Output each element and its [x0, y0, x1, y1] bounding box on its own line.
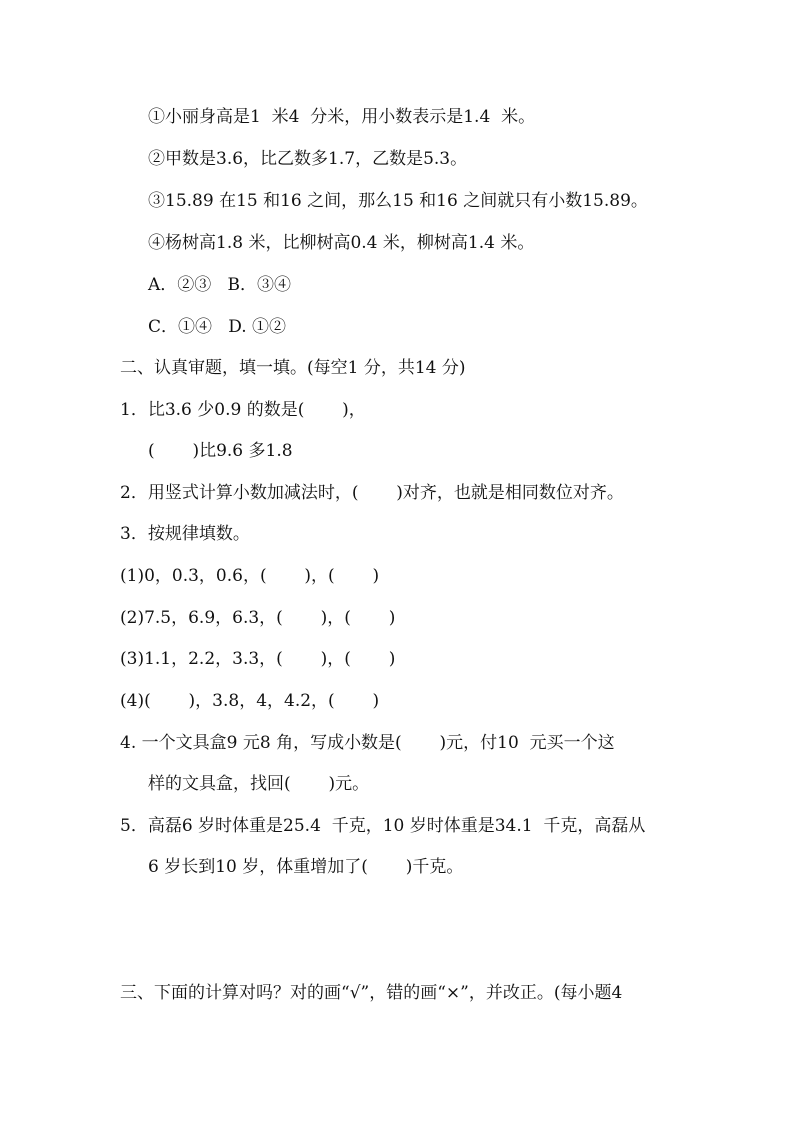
- statement-2: ②甲数是3.6，比乙数多1.7，乙数是5.3。: [148, 149, 468, 169]
- options-line-1: A．②③ B．③④: [148, 275, 291, 295]
- question-4-line-1: 4. 一个文具盒9 元8 角，写成小数是( )元，付10 元买一个这: [120, 733, 615, 753]
- question-3-item-1: (1)0，0.3，0.6，( )，( ): [120, 566, 380, 586]
- statement-3: ③15.89 在15 和16 之间，那么15 和16 之间就只有小数15.89。: [148, 191, 648, 211]
- question-3-item-2: (2)7.5，6.9，6.3，( )，( ): [120, 608, 396, 628]
- question-4-line-2: 样的文具盒，找回( )元。: [148, 774, 370, 794]
- question-3-item-3: (3)1.1，2.2，3.3，( )，( ): [120, 649, 396, 669]
- question-3-title: 3．按规律填数。: [120, 524, 250, 544]
- statement-4: ④杨树高1.8 米，比柳树高0.4 米，柳树高1.4 米。: [148, 233, 535, 253]
- statement-1: ①小丽身高是1 米4 分米，用小数表示是1.4 米。: [148, 107, 536, 127]
- options-line-2: C．①④ D. ①②: [148, 317, 287, 337]
- question-2: 2．用竖式计算小数加减法时，( )对齐，也就是相同数位对齐。: [120, 483, 624, 503]
- question-5-line-2: 6 岁长到10 岁，体重增加了( )千克。: [148, 857, 464, 877]
- section-3-heading: 三、下面的计算对吗？对的画“√”，错的画“×”，并改正。(每小题4: [120, 983, 623, 1003]
- section-2-heading: 二、认真审题，填一填。(每空1 分，共14 分): [120, 358, 466, 378]
- question-3-item-4: (4)( )，3.8，4，4.2，( ): [120, 691, 380, 711]
- question-5-line-1: 5．高磊6 岁时体重是25.4 千克，10 岁时体重是34.1 千克，高磊从: [120, 816, 646, 836]
- question-1-line-1: 1．比3.6 少0.9 的数是( )，: [120, 400, 366, 420]
- question-1-line-2: ( )比9.6 多1.8: [148, 441, 293, 461]
